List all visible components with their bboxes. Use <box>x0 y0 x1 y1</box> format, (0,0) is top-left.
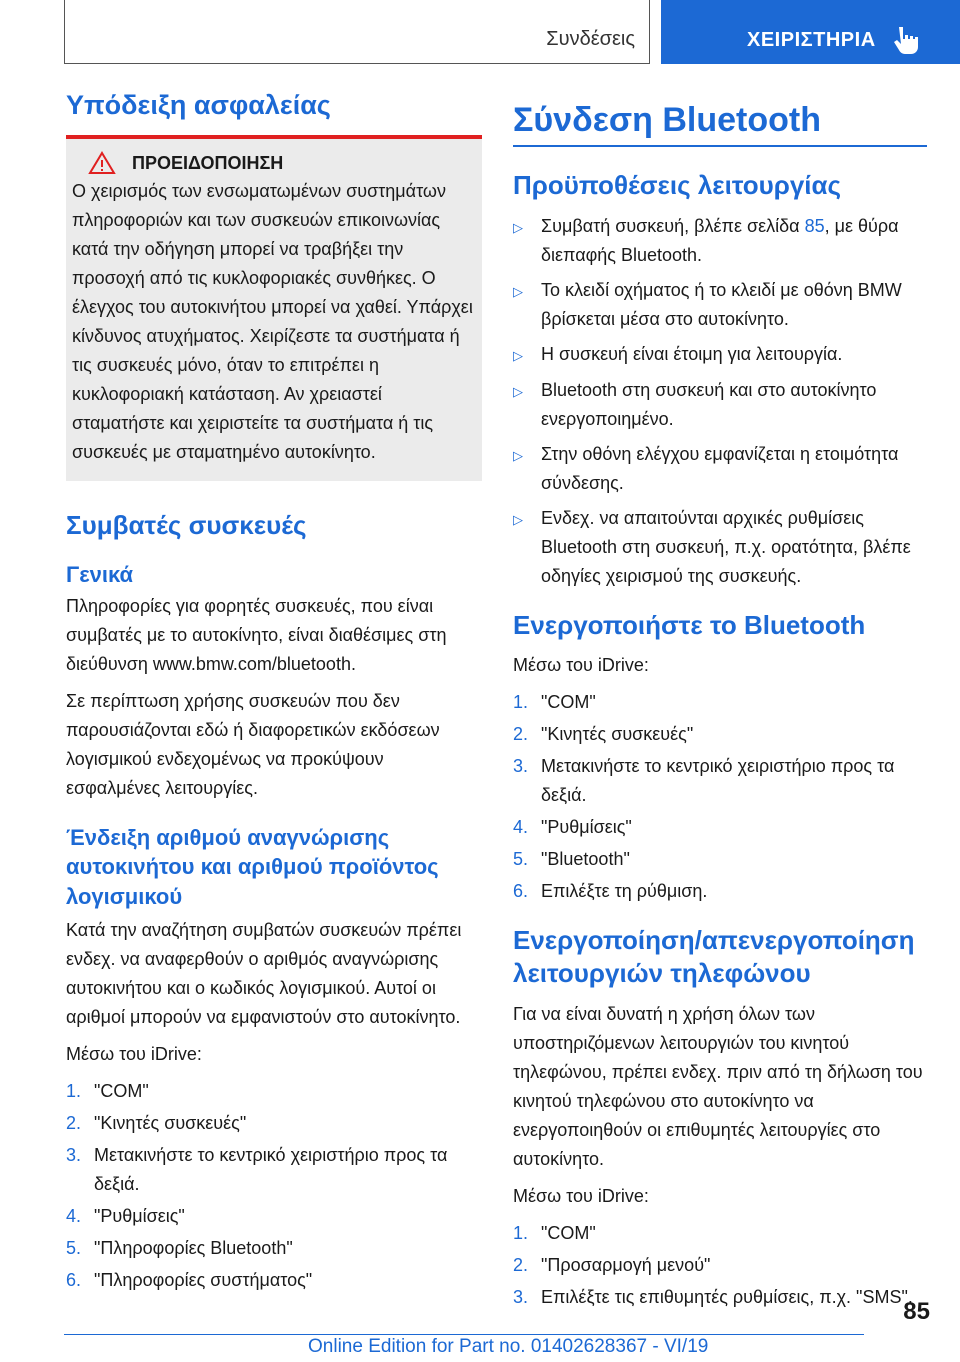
ident-steps-list <box>66 1077 482 1295</box>
prereq-list <box>513 212 927 591</box>
prereq-text <box>541 212 927 270</box>
page-number: 85 <box>903 1298 930 1325</box>
step-number: 3. <box>66 1144 82 1165</box>
activate-via-idrive: Μέσω του iDrive: <box>513 655 649 676</box>
list-item <box>66 1266 482 1295</box>
prereq-text-part: Συμβατή συσκευή, βλέπε σελίδα <box>541 215 805 236</box>
step-number: 6. <box>513 881 529 902</box>
step-number: 1. <box>513 692 529 713</box>
step-text: "Ρυθμίσεις" <box>94 1205 185 1226</box>
prereq-text: Στην οθόνη ελέγχου εμφανίζεται η ετοιμότητα σύνδεσης. <box>541 443 899 493</box>
list-item <box>66 1234 482 1263</box>
phone-functions-paragraph: Για να είναι δυνατή η χρήση όλων των υποστηριζόμενων λειτουργιών του κινητού τηλεφώνου, πρέπει ενδεχ. πριν από τη δήλωση του κινητού τηλεφώνου στο αυτοκίνητο να ενεργοποιηθούν οι επιθυμητές λειτουργίες στο αυτοκίνητο. <box>513 1003 923 1169</box>
step-number: 1. <box>66 1080 82 1101</box>
list-item <box>513 720 927 749</box>
list-item <box>513 813 927 842</box>
step-text: "Κινητές συσκευές" <box>541 724 694 745</box>
footer-edition: Online Edition for Part no. 01402628367 - VI/19 <box>308 1336 709 1357</box>
prereq-text: Το κλειδί οχήματος ή το κλειδί με οθόνη BMW βρίσκεται μέσα στο αυτοκίνητο. <box>541 279 902 329</box>
step-text: "Bluetooth" <box>541 849 630 870</box>
list-item <box>513 688 927 717</box>
list-item <box>513 376 927 434</box>
list-item <box>66 1141 482 1199</box>
step-number: 2. <box>513 1254 529 1275</box>
step-number: 5. <box>66 1237 82 1258</box>
header-chapter-tab <box>661 0 960 64</box>
prereq-title: Προϋποθέσεις λειτουργίας <box>513 169 842 200</box>
activate-bluetooth-title: Ενεργοποιήστε το Bluetooth <box>513 609 866 640</box>
step-text: "COM" <box>541 1222 596 1243</box>
general-title: Γενικά <box>66 561 134 587</box>
ident-via-idrive: Μέσω του iDrive: <box>66 1043 202 1064</box>
list-item <box>66 1109 482 1138</box>
list-item <box>513 212 927 270</box>
header-chapter-label: ΧΕΙΡΙΣΤΗΡΙΑ <box>747 29 876 51</box>
triangle-bullet-icon: ▷ <box>513 511 523 527</box>
header-section-title: Συνδέσεις <box>546 28 635 50</box>
safety-title: Υπόδειξη ασφαλείας <box>66 90 331 120</box>
list-item <box>513 504 927 591</box>
list-item <box>66 1077 482 1106</box>
left-column <box>66 90 482 1298</box>
right-column <box>513 100 927 1315</box>
general-paragraph-2: Σε περίπτωση χρήσης συσκευών που δεν παρουσιάζονται εδώ ή διαφορετικών εκδόσεων λογισμικού ενδεχομένως να προκύψουν εσφαλμένες λειτουργίες. <box>66 690 440 798</box>
triangle-bullet-icon: ▷ <box>513 347 523 363</box>
bluetooth-title: Σύνδεση Bluetooth <box>513 101 821 139</box>
list-item <box>513 877 927 906</box>
list-item <box>66 1202 482 1231</box>
step-number: 3. <box>513 1286 529 1307</box>
phone-steps-list <box>513 1219 927 1312</box>
step-text: "Προσαρμογή μενού" <box>541 1254 711 1275</box>
step-text: "Πληροφορίες Bluetooth" <box>94 1237 293 1258</box>
step-text: "COM" <box>94 1080 149 1101</box>
step-text: Επιλέξτε τις επιθυμητές ρυθμίσεις, π.χ. "SMS". <box>541 1286 913 1307</box>
ident-title: Ένδειξη αριθμού αναγνώρισης αυτοκινήτου και αριθμού προϊόντος λογισμικού <box>66 824 439 910</box>
step-number: 1. <box>513 1222 529 1243</box>
step-number: 2. <box>513 724 529 745</box>
list-item <box>513 752 927 810</box>
general-paragraph-1: Πληροφορίες για φορητές συσκευές, που είναι συμβατές με το αυτοκίνητο, είναι διαθέσιμες στη διεύθυνση www.bmw.com/bluetooth. <box>66 595 447 674</box>
list-item <box>513 440 927 498</box>
step-number: 4. <box>513 817 529 838</box>
warning-box <box>66 139 482 481</box>
step-text: Μετακινήστε το κεντρικό χειριστήριο προς τα δεξιά. <box>94 1144 448 1194</box>
prereq-text: Η συσκευή είναι έτοιμη για λειτουργία. <box>541 343 843 364</box>
step-number: 3. <box>513 756 529 777</box>
phone-via-idrive: Μέσω του iDrive: <box>513 1185 649 1206</box>
step-number: 4. <box>66 1205 82 1226</box>
triangle-bullet-icon: ▷ <box>513 219 523 235</box>
step-number: 6. <box>66 1269 82 1290</box>
step-number: 5. <box>513 849 529 870</box>
bluetooth-blue-rule <box>513 145 927 147</box>
list-item <box>513 1283 927 1312</box>
ident-paragraph: Κατά την αναζήτηση συμβατών συσκευών πρέπει ενδεχ. να αναφερθούν ο αριθμός αναγνώρισης αυτοκινήτου και ο κωδικός λογισμικού. Αυτοί οι αριθμοί μπορούν να εμφανιστούν στο αυτοκίνητο. <box>66 919 462 1027</box>
page-link[interactable]: 85 <box>804 215 825 236</box>
step-text: "Ρυθμίσεις" <box>541 817 632 838</box>
warning-label: ΠΡΟΕΙΔΟΠΟΙΗΣΗ <box>132 152 284 173</box>
footer-rule <box>64 1334 864 1335</box>
step-text: Μετακινήστε το κεντρικό χειριστήριο προς τα δεξιά. <box>541 756 895 806</box>
step-text: "Πληροφορίες συστήματος" <box>94 1269 313 1290</box>
list-item <box>513 340 927 370</box>
step-text: "Κινητές συσκευές" <box>94 1112 247 1133</box>
warning-text: Ο χειρισμός των ενσωματωμένων συστημάτων πληροφοριών και των συσκευών επικοινωνίας κατά την οδήγηση μπορεί να τραβήξει την προσοχή από τις κυκλοφοριακές συνθήκες. Ο έλεγχος του αυτοκινήτου μπορεί να χαθεί. Υπάρχει κίνδυνος ατυχήματος. Χειρίζεστε τα συστήματα ή τις συσκευές μόνο, όταν το επιτρέπει η κυκλοφοριακή κατάσταση. Αν χρειαστεί σταματήστε και χειριστείτε τα συστήματα ή τις συσκευές με σταματημένο αυτοκίνητο. <box>72 181 473 462</box>
hand-pointer-icon <box>893 24 921 54</box>
warning-triangle-icon <box>88 151 116 175</box>
step-text: "COM" <box>541 692 596 713</box>
step-number: 2. <box>66 1112 82 1133</box>
phone-functions-title: Ενεργοποίηση/απενεργοποίηση λειτουργιών τηλεφώνου <box>513 925 915 989</box>
list-item <box>513 276 927 334</box>
warning-header <box>70 151 476 175</box>
list-item <box>513 1251 927 1280</box>
list-item <box>513 1219 927 1248</box>
step-text: Επιλέξτε τη ρύθμιση. <box>541 881 708 902</box>
prereq-text-part: , με θύρα διεπαφής Bluetooth. <box>541 215 899 265</box>
header-section-box <box>64 0 650 64</box>
triangle-bullet-icon: ▷ <box>513 283 523 299</box>
prereq-text: Ενδεχ. να απαιτούνται αρχικές ρυθμίσεις Bluetooth στη συσκευή, π.χ. ορατότητα, βλέπε οδηγίες χειρισμού της συσκευής. <box>541 507 911 586</box>
compat-devices-title: Συμβατές συσκευές <box>66 510 307 540</box>
list-item <box>513 845 927 874</box>
prereq-text: Bluetooth στη συσκευή και στο αυτοκίνητο ενεργοποιημένο. <box>541 379 877 429</box>
triangle-bullet-icon: ▷ <box>513 383 523 399</box>
triangle-bullet-icon: ▷ <box>513 447 523 463</box>
activate-steps-list <box>513 688 927 906</box>
